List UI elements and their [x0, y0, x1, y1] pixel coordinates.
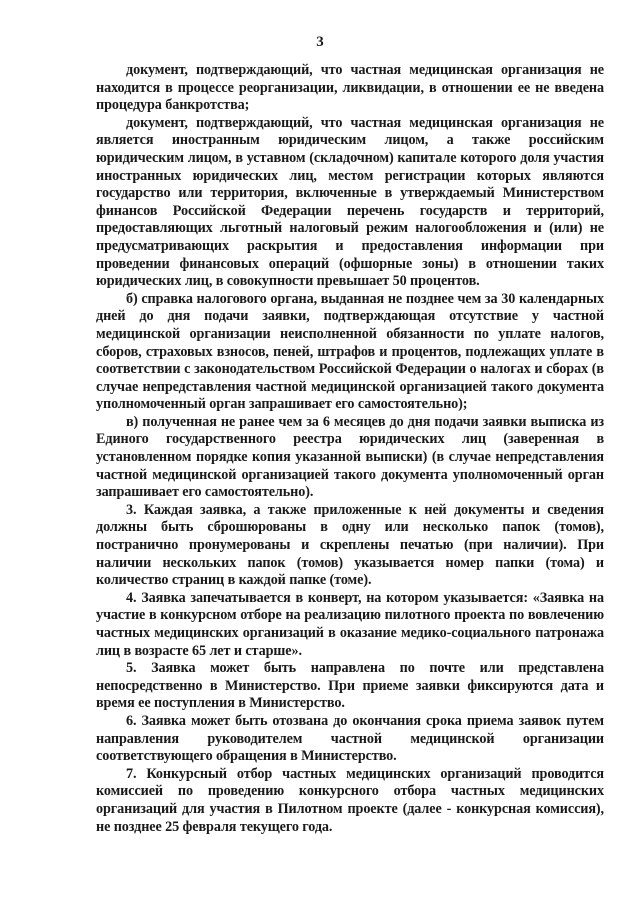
- paragraph-item-6-withdrawal: 6. Заявка может быть отозвана до окончания срока приема заявок путем направления руководителем частной медицинской организации соответствующего обращения в Министерство.: [96, 712, 604, 765]
- paragraph-bankruptcy-document: документ, подтверждающий, что частная медицинская организация не находится в процессе реорганизации, ликвидации, в отношении ее не введена процедура банкротства;: [96, 62, 604, 114]
- document-body: [96, 62, 604, 836]
- paragraph-item-3-binding: 3. Каждая заявка, а также приложенные к ней документы и сведения должны быть сброшюрованы в одну или несколько папок (томов), постранично пронумерованы и скреплены печатью (при наличии). При наличии нескольких папок (томов) указывается номер папки (тома) и количество страниц в каждой папке (томе).: [96, 501, 604, 589]
- paragraph-item-5-submission: 5. Заявка может быть направлена по почте или представлена непосредственно в Министерство. При приеме заявки фиксируются дата и время ее поступления в Министерство.: [96, 660, 604, 712]
- paragraph-foreign-entity-document: документ, подтверждающий, что частная медицинская организация не является иностранным юридическим лицом, а также российским юридическим лицом, в уставном (складочном) капитале которого доля участия иностранных юридических лиц, местом регистрации которых являются государство или территория, включенные в утверждаемый Министерством финансов Российской Федерации перечень государств и территорий, предоставляющих льготный налоговый режим налогообложения и (или) не предусматривающих раскрытия и предоставления информации при проведении финансовых операций (офшорные зоны) в отношении таких юридических лиц, в совокупности превышает 50 процентов.: [96, 114, 604, 290]
- paragraph-tax-certificate: б) справка налогового органа, выданная не позднее чем за 30 календарных дней до дня подачи заявки, подтверждающая отсутствие у частной медицинской организации неисполненной обязанности по уплате налогов, сборов, страховых взносов, пеней, штрафов и процентов, подлежащих уплате в соответствии с законодательством Российской Федерации о налогах и сборах (в случае непредставления частной медицинской организацией такого документа уполномоченный орган запрашивает его самостоятельно);: [96, 290, 604, 413]
- paragraph-item-7-commission: 7. Конкурсный отбор частных медицинских организаций проводится комиссией по проведению конкурсного отбора частных медицинских организаций для участия в Пилотном проекте (далее - конкурсная комиссия), не позднее 25 февраля текущего года.: [96, 765, 604, 835]
- page-number: 3: [316, 34, 324, 50]
- paragraph-registry-extract: в) полученная не ранее чем за 6 месяцев до дня подачи заявки выписка из Единого государственного реестра юридических лиц (заверенная в установленном порядке копия указанной выписки) (в случае непредставления частной медицинской организацией такого документа уполномоченный орган запрашивает его самостоятельно).: [96, 413, 604, 501]
- paragraph-item-4-envelope: 4. Заявка запечатывается в конверт, на котором указывается: «Заявка на участие в конкурсном отборе на реализацию пилотного проекта по вовлечению частных медицинских организаций в оказание медико-социального патронажа лиц в возрасте 65 лет и старше».: [96, 589, 604, 659]
